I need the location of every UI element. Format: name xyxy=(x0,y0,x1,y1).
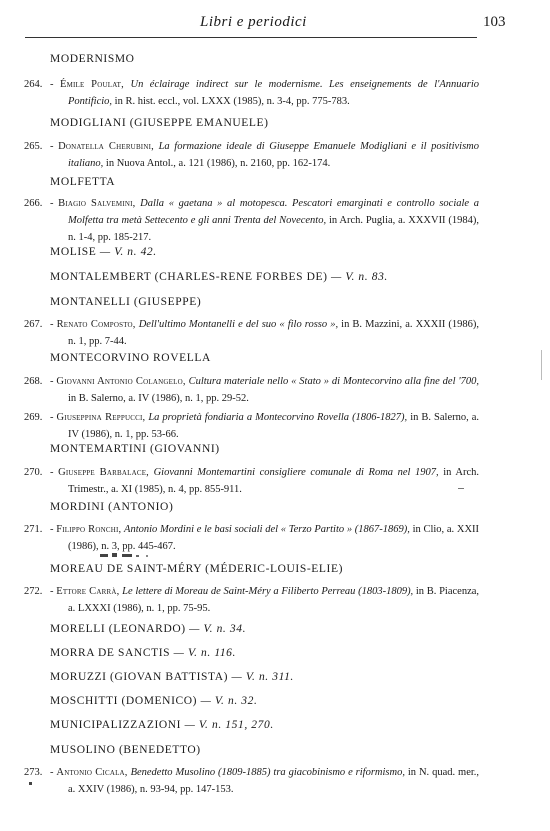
entry-title: Benedetto Musolino (1809-1885) tra giacobinismo e riformismo, xyxy=(130,767,405,778)
heading-municipalizzazioni xyxy=(50,719,274,731)
print-speck xyxy=(540,350,544,380)
heading-text: MONTALEMBERT (CHARLES-RENE FORBES DE) xyxy=(50,271,328,283)
entry-271: 271. - Filippo Ronchi, Antonio Mordini e le basi sociali del « Terzo Partito » (1867-1869), in Clio, a. XXII (1986), n. 3, pp. 445-467. xyxy=(24,521,479,555)
entry-citation: in R. hist. eccl., vol. LXXX (1985), n. 3-4, pp. 775-783. xyxy=(114,96,350,107)
entry-citation: in B. Salerno, a. IV (1986), n. 1, pp. 53-66. xyxy=(68,412,480,440)
entry-author: Antonio Cicala, xyxy=(56,767,128,778)
heading-morelli xyxy=(50,623,246,635)
entry-number: 265. xyxy=(24,141,43,152)
entry-268: 268. - Giovanni Antonio Colangelo, Cultura materiale nello « Stato » di Montecorvino alla fine del '700, in B. Salerno, a. IV (1986), n. 1, pp. 29-52. xyxy=(24,373,479,407)
entry-number: 266. xyxy=(24,198,43,209)
entry-264: 264. - Émile Poulat, Un éclairage indirect sur le modernisme. Les enseignements de l'Annuario Pontificio, in R. hist. eccl., vol. LXXX (1985), n. 3-4, pp. 775-783. xyxy=(24,76,479,110)
heading-mordini: MORDINI (ANTONIO) xyxy=(50,501,174,513)
heading-montemartini: MONTEMARTINI (GIOVANNI) xyxy=(50,443,220,455)
heading-modernismo: MODERNISMO xyxy=(50,53,135,65)
cross-reference: — V. n. 311. xyxy=(231,671,294,683)
heading-text: MORELLI (LEONARDO) xyxy=(50,623,186,635)
entry-title: Le lettere di Moreau de Saint-Méry a Filiberto Perreau (1803-1809), xyxy=(122,586,414,597)
entry-number: 273. xyxy=(24,767,43,778)
entry-number: 271. xyxy=(24,524,43,535)
entry-author: Giuseppe Barbalace, xyxy=(58,467,150,478)
entry-title: Dell'ultimo Montanelli e del suo « filo rosso », xyxy=(138,319,339,330)
entry-number: 264. xyxy=(24,79,43,90)
cross-reference: — V. n. 83. xyxy=(331,271,388,283)
ink-smudge xyxy=(98,551,158,561)
entry-citation: in Arch. Puglia, a. XXXVII (1984), n. 1-4, pp. 185-217. xyxy=(68,215,480,243)
heading-moruzzi xyxy=(50,671,294,683)
heading-text: MOSCHITTI (DOMENICO) xyxy=(50,695,198,707)
header-rule xyxy=(25,37,477,38)
entry-title: Giovanni Montemartini consigliere comunale di Roma nel 1907, xyxy=(153,467,439,478)
entry-author: Biagio Salvemini, xyxy=(58,198,136,209)
entry-author: Donatella Cherubini, xyxy=(58,141,154,152)
entry-title: Antonio Mordini e le basi sociali del « Terzo Partito » (1867-1869), xyxy=(124,524,410,535)
entry-number: 267. xyxy=(24,319,43,330)
print-speck xyxy=(28,781,34,787)
entry-number: 269. xyxy=(24,412,43,423)
entry-title: La formazione ideale di Giuseppe Emanuele Modigliani e il positivismo italiano, xyxy=(68,141,479,169)
entry-title: Un éclairage indirect sur le modernisme. Les enseignements de l'Annuario Pontificio, xyxy=(68,79,480,107)
heading-moschitti xyxy=(50,695,257,707)
print-speck xyxy=(458,487,466,491)
cross-reference: — V. n. 34. xyxy=(189,623,247,635)
heading-molfetta: MOLFETTA xyxy=(50,176,116,188)
entry-author: Filippo Ronchi, xyxy=(56,524,122,535)
heading-morra xyxy=(50,647,236,659)
entry-270: 270. - Giuseppe Barbalace, Giovanni Montemartini consigliere comunale di Roma nel 1907, in Arch. Trimestr., a. XI (1985), n. 4, pp. 855-911. xyxy=(24,464,479,498)
heading-moreau: MOREAU DE SAINT-MÉRY (MÉDERIC-LOUIS-ELIE) xyxy=(50,563,344,575)
entry-citation: in B. Piacenza, a. LXXXI (1986), n. 1, pp. 75-95. xyxy=(68,586,480,614)
entry-author: Émile Poulat, xyxy=(59,79,124,90)
entry-number: 272. xyxy=(24,586,43,597)
cross-reference: — V. n. 32. xyxy=(200,695,258,707)
entry-citation: in B. Mazzini, a. XXXII (1986), n. 1, pp. 7-44. xyxy=(68,319,480,347)
heading-text: MORUZZI (GIOVAN BATTISTA) xyxy=(50,671,229,683)
entry-author: Giuseppina Reppucci, xyxy=(56,412,146,423)
heading-montecorvino: MONTECORVINO ROVELLA xyxy=(50,352,211,364)
entry-269: 269. - Giuseppina Reppucci, La proprietà fondiaria a Montecorvino Rovella (1806-1827), in B. Salerno, a. IV (1986), n. 1, pp. 53-66. xyxy=(24,409,479,443)
entry-number: 268. xyxy=(24,376,43,387)
heading-text: MOLISE xyxy=(50,246,97,258)
entry-265: 265. - Donatella Cherubini, La formazione ideale di Giuseppe Emanuele Modigliani e il positivismo italiano, in Nuova Antol., a. 121 (1986), n. 2160, pp. 162-174. xyxy=(24,138,479,172)
heading-montalembert xyxy=(50,271,388,283)
entry-title: La proprietà fondiaria a Montecorvino Rovella (1806-1827), xyxy=(148,412,408,423)
cross-reference: — V. n. 151, 270. xyxy=(184,719,274,731)
page-number: 103 xyxy=(483,14,506,30)
entry-266: 266. - Biagio Salvemini, Dalla « gaetana » al motopesca. Pescatori emarginati e controllo sociale a Molfetta tra metà Settecento e gli anni Trenta del Novecento, in Arch. Puglia, a. XXXVII (1984), n. 1-4, pp. 185-217. xyxy=(24,195,479,246)
entry-citation: in Clio, a. XXII (1986), n. 3, pp. 445-467. xyxy=(68,524,480,552)
running-title: Libri e periodici xyxy=(200,14,307,30)
entry-citation: in Nuova Antol., a. 121 (1986), n. 2160, pp. 162-174. xyxy=(105,158,331,169)
entry-number: 270. xyxy=(24,467,43,478)
heading-musolino: MUSOLINO (BENEDETTO) xyxy=(50,744,201,756)
entry-author: Ettore Carrà, xyxy=(56,586,120,597)
heading-montanelli: MONTANELLI (GIUSEPPE) xyxy=(50,296,202,308)
entry-272: 272. - Ettore Carrà, Le lettere di Moreau de Saint-Méry a Filiberto Perreau (1803-1809), in B. Piacenza, a. LXXXI (1986), n. 1, pp. 75-95. xyxy=(24,583,479,617)
entry-267: 267. - Renato Composto, Dell'ultimo Montanelli e del suo « filo rosso », in B. Mazzini, a. XXXII (1986), n. 1, pp. 7-44. xyxy=(24,316,479,350)
heading-text: MORRA DE SANCTIS xyxy=(50,647,171,659)
entry-citation: in N. quad. mer., a. XXIV (1986), n. 93-94, pp. 147-153. xyxy=(68,767,480,795)
entry-273: 273. - Antonio Cicala, Benedetto Musolino (1809-1885) tra giacobinismo e riformismo, in N. quad. mer., a. XXIV (1986), n. 93-94, pp. 147-153. xyxy=(24,764,479,798)
cross-reference: — V. n. 42. xyxy=(99,246,157,258)
heading-molise xyxy=(50,246,157,258)
entry-author: Giovanni Antonio Colangelo, xyxy=(56,376,186,387)
entry-title: Dalla « gaetana » al motopesca. Pescatori emarginati e controllo sociale a Molfetta tra metà Settecento e gli anni Trenta del Novecento, xyxy=(68,198,479,226)
heading-modigliani: MODIGLIANI (GIUSEPPE EMANUELE) xyxy=(50,117,269,129)
cross-reference: — V. n. 116. xyxy=(173,647,237,659)
heading-text: MUNICIPALIZZAZIONI xyxy=(50,719,182,731)
entry-title: Cultura materiale nello « Stato » di Montecorvino alla fine del '700, xyxy=(188,376,480,387)
entry-citation: in Arch. Trimestr., a. XI (1985), n. 4, pp. 855-911. xyxy=(68,467,480,495)
entry-author: Renato Composto, xyxy=(56,319,136,330)
entry-citation: in B. Salerno, a. IV (1986), n. 1, pp. 29-52. xyxy=(68,393,249,404)
